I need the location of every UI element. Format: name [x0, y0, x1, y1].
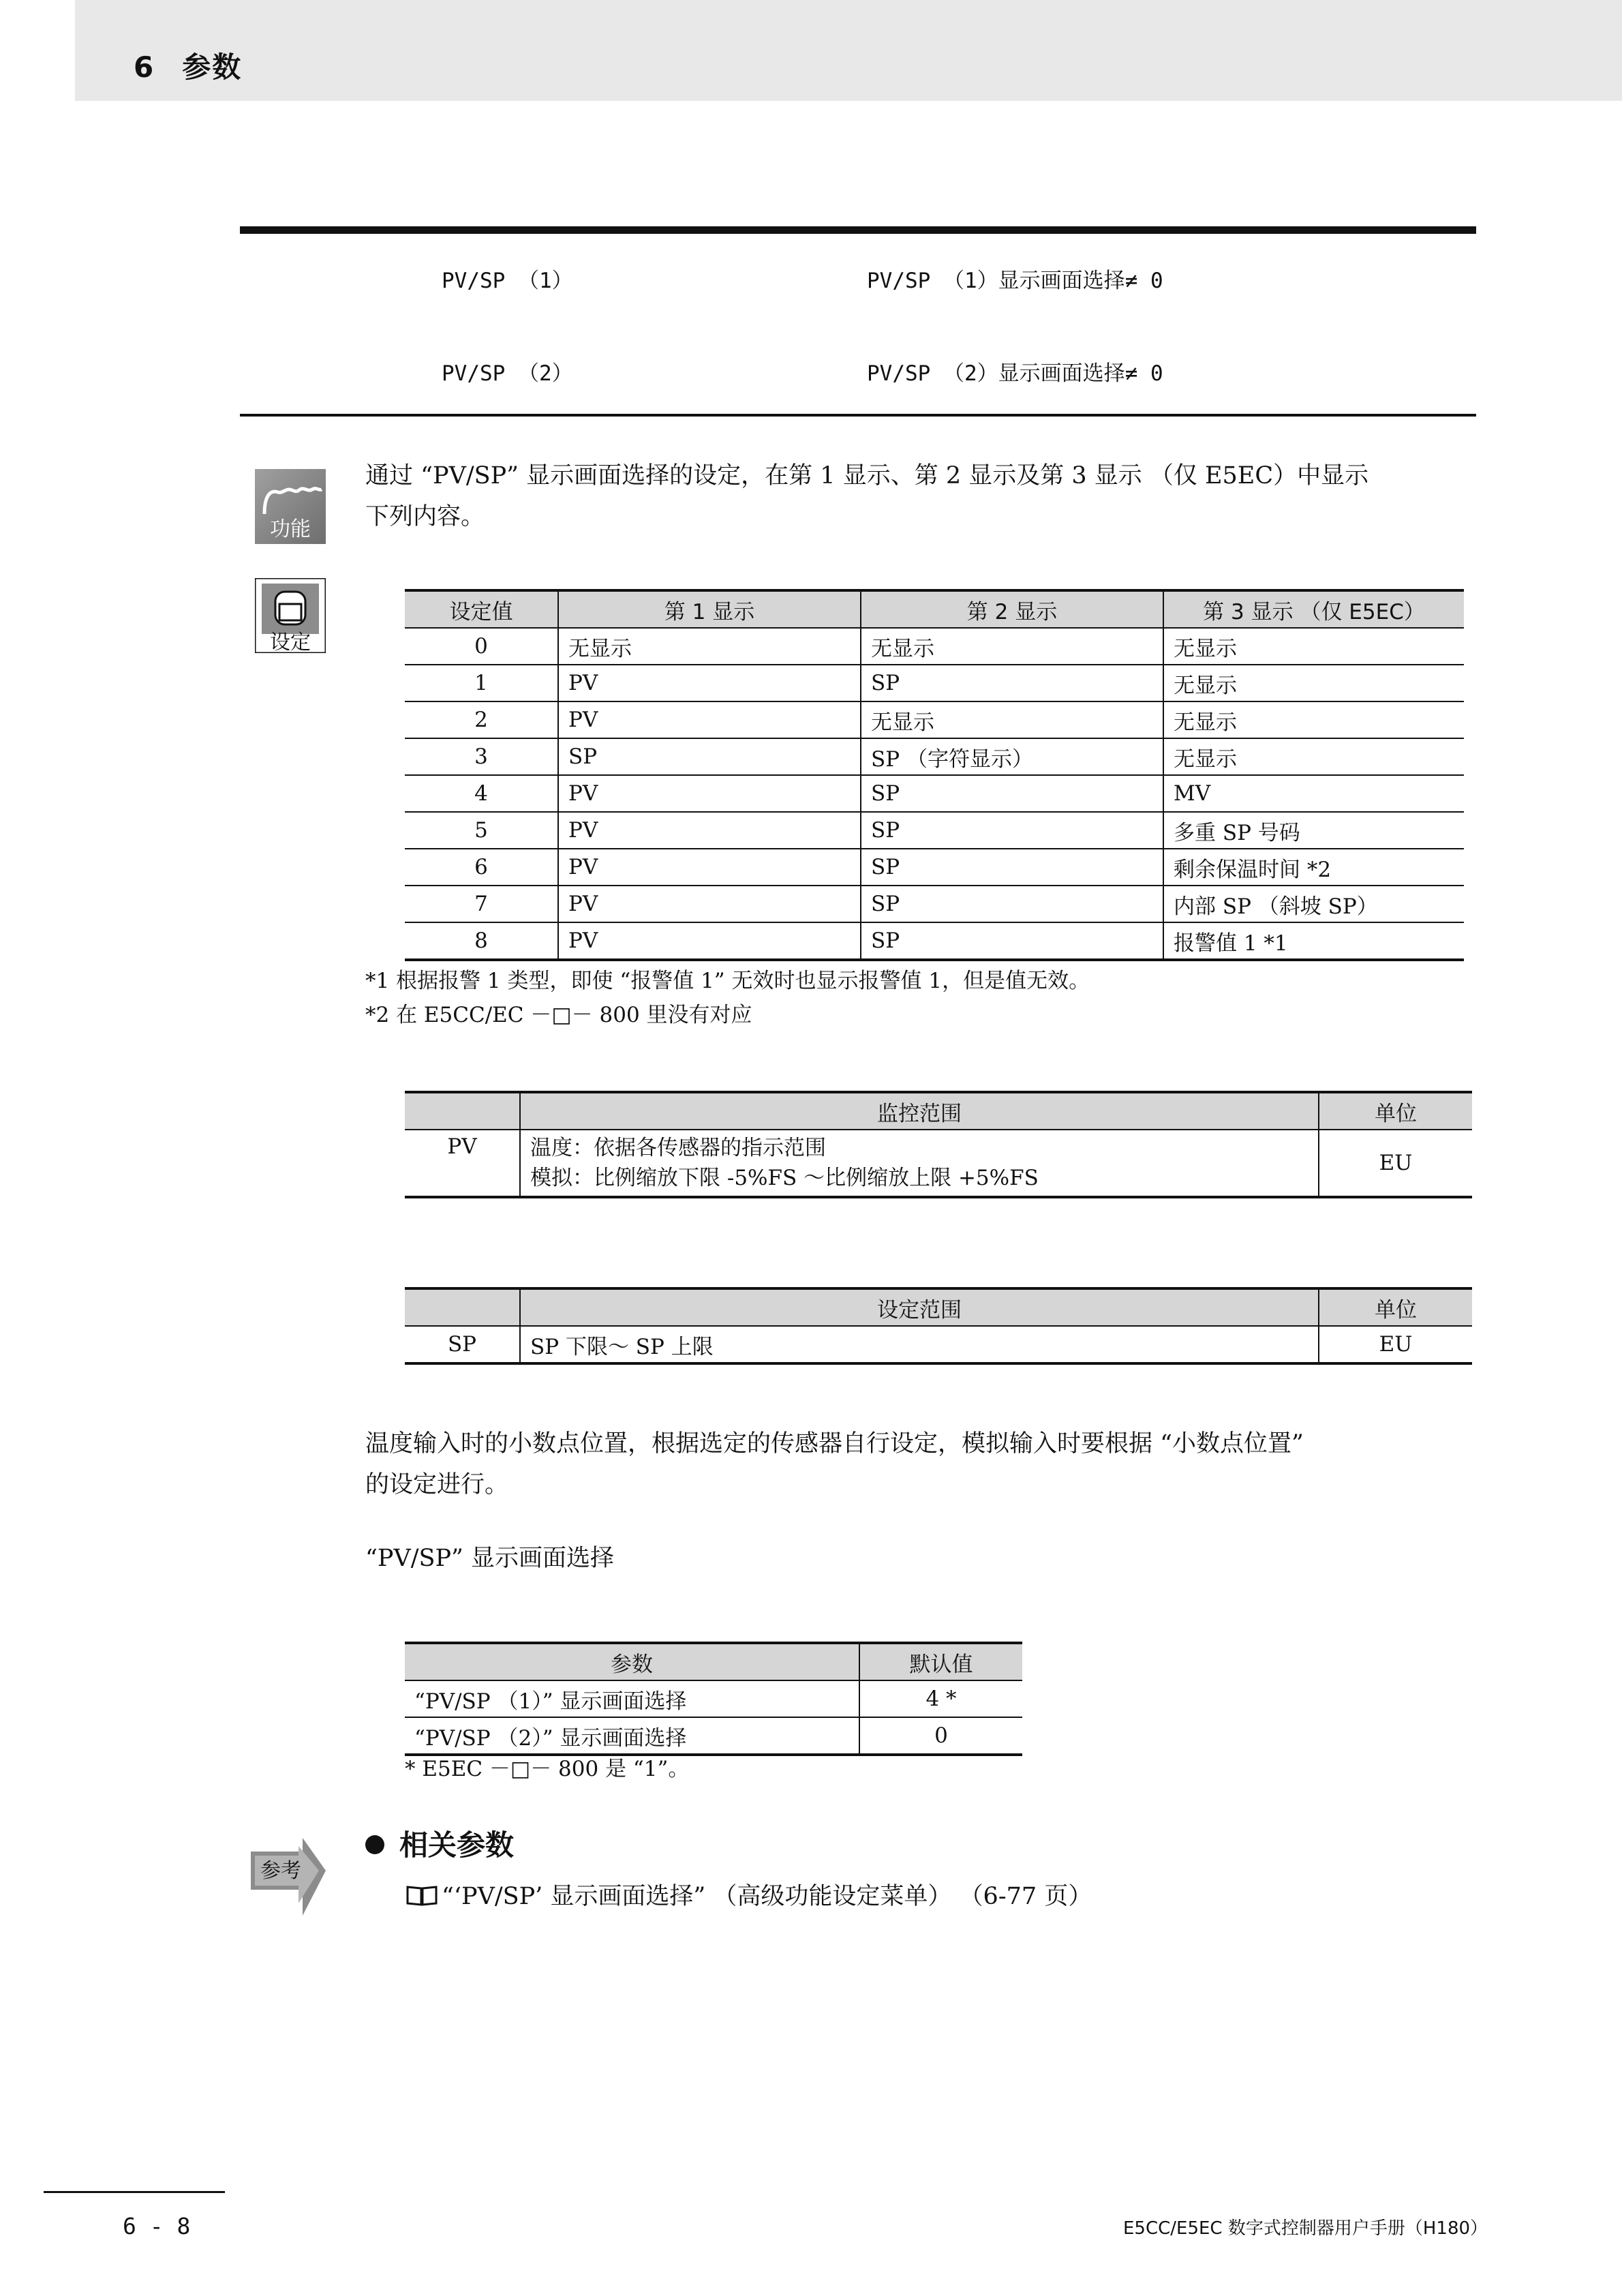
table-row: 4 PV SP MV: [405, 775, 1464, 812]
function-icon-label: 功能: [270, 517, 311, 541]
table-row: 7 PV SP 内部 SP （斜坡 SP）: [405, 886, 1464, 922]
default-header: 默认值: [859, 1643, 1022, 1680]
table-row: 6 PV SP 剩余保温时间 *2: [405, 849, 1464, 886]
chapter-title: [134, 45, 242, 86]
section-top-rule: [240, 226, 1476, 234]
page-number: 6 - 8: [123, 2213, 191, 2239]
setting-range-table: [405, 1287, 1472, 1365]
footer-rule: [44, 2191, 225, 2193]
related-link[interactable]: “‘PV/SP’ 显示画面选择” （高级功能设定菜单） （6-77 页）: [406, 1877, 1092, 1912]
display-setting-table: [405, 589, 1464, 961]
table-row: “PV/SP （1）” 显示画面选择 4 *: [405, 1680, 1022, 1717]
table-notes: [365, 964, 1090, 1032]
param-name-1: PV/SP （1）: [442, 269, 573, 293]
unit-header: 单位: [1319, 1092, 1472, 1130]
default-footnote: * E5EC －□－ 800 是 “1”。: [405, 1757, 690, 1781]
col-header-display2: 第 2 显示: [861, 590, 1163, 628]
table-row: SP SP 下限～ SP 上限 EU: [405, 1326, 1472, 1363]
note-1: *1 根据报警 1 类型，即使 “报警值 1” 无效时也显示报警值 1，但是值无效。: [365, 969, 1090, 993]
table-row: 2 PV 无显示 无显示: [405, 701, 1464, 738]
chapter-name: 参数: [182, 50, 243, 84]
bullet-icon: [365, 1835, 384, 1854]
table-row: “PV/SP （2）” 显示画面选择 0: [405, 1717, 1022, 1755]
table-row: 5 PV SP 多重 SP 号码: [405, 812, 1464, 849]
manual-title: E5CC/E5EC 数字式控制器用户手册（H180）: [1123, 2218, 1488, 2239]
chapter-number: 6: [134, 50, 155, 84]
table-row: 8 PV SP 报警值 1 *1: [405, 922, 1464, 960]
function-description: 通过 “PV/SP” 显示画面选择的设定，在第 1 显示、第 2 显示及第 3 显示 （仅 E5EC）中显示 下列内容。: [365, 462, 1369, 530]
param-header: 参数: [405, 1643, 859, 1680]
reference-icon: [251, 1832, 326, 1918]
param-condition-1: PV/SP （1）显示画面选择≠ 0: [867, 269, 1163, 293]
monitor-range-table: [405, 1091, 1472, 1198]
function-icon: [255, 469, 326, 544]
param-name-2: PV/SP （2）: [442, 361, 573, 386]
monitor-range-header: 监控范围: [520, 1092, 1319, 1130]
section-bottom-rule: [240, 414, 1476, 417]
reference-icon-label: 参考: [260, 1859, 301, 1883]
related-heading: 相关参数: [365, 1823, 514, 1864]
col-header-setting: 设定值: [405, 590, 558, 628]
setting-icon: [255, 578, 326, 653]
book-icon: [406, 1883, 438, 1912]
table-row: 0 无显示 无显示 无显示: [405, 628, 1464, 665]
col-header-display3: 第 3 显示 （仅 E5EC）: [1163, 590, 1464, 628]
note-2: *2 在 E5CC/EC －□－ 800 里没有对应: [365, 1003, 752, 1027]
table-row: 1 PV SP 无显示: [405, 665, 1464, 701]
unit-header: 单位: [1319, 1288, 1472, 1326]
table-row: 3 SP SP （字符显示） 无显示: [405, 738, 1464, 775]
decimal-point-text: 温度输入时的小数点位置，根据选定的传感器自行设定，模拟输入时要根据 “小数点位置” 的设定进行。: [365, 1430, 1304, 1498]
setting-range-header: 设定范围: [520, 1288, 1319, 1326]
setting-icon-label: 设定: [270, 631, 311, 653]
table-row: PV 温度：依据各传感器的指示范围 模拟：比例缩放下限 -5%FS ～比例缩放上限 +5%FS EU: [405, 1130, 1472, 1197]
selection-label: “PV/SP” 显示画面选择: [365, 1545, 615, 1572]
header-band: [75, 0, 1622, 101]
col-header-display1: 第 1 显示: [558, 590, 861, 628]
param-condition-2: PV/SP （2）显示画面选择≠ 0: [867, 361, 1163, 386]
default-value-table: [405, 1642, 1022, 1756]
